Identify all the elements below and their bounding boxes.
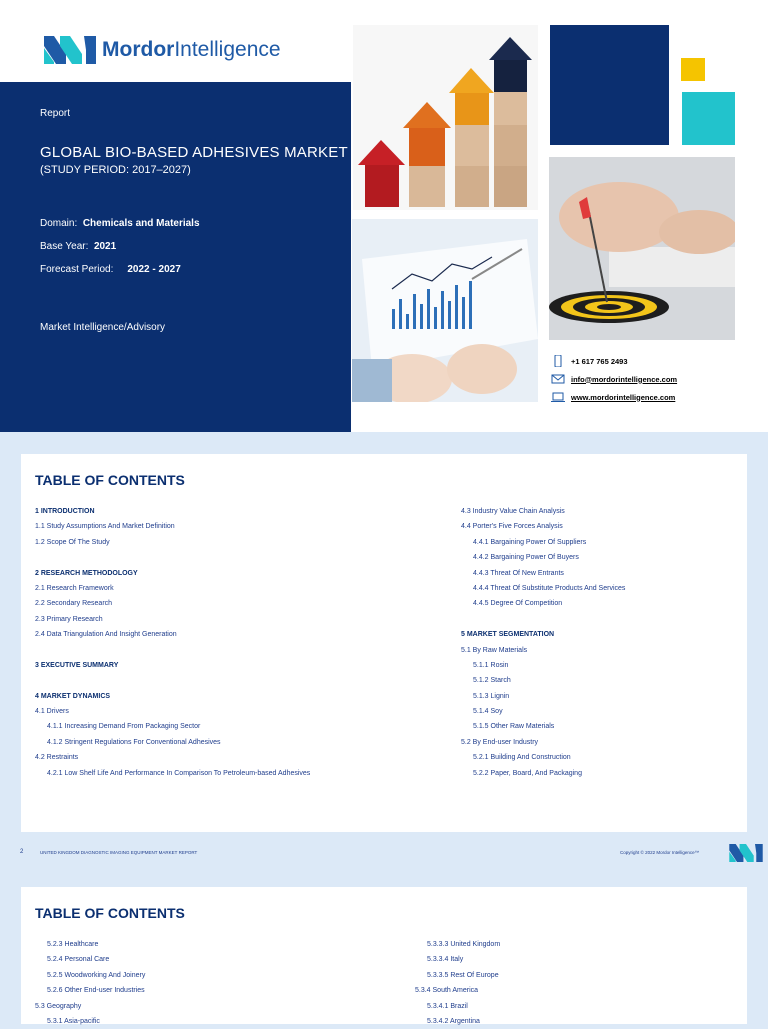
toc-spacer <box>35 673 310 688</box>
toc-entry[interactable]: 4.3 Industry Value Chain Analysis <box>461 508 565 515</box>
toc-entry[interactable]: 5.2.4 Personal Care <box>47 956 110 964</box>
toc-page-2 <box>21 887 747 1024</box>
cover-info-panel <box>0 82 351 432</box>
toc-section-heading[interactable]: 1 INTRODUCTION <box>35 508 95 515</box>
toc-entry[interactable]: 5.2.1 Building And Construction <box>473 754 571 762</box>
toc-entry[interactable]: 4.4.3 Threat Of New Entrants <box>473 569 564 577</box>
toc-entry[interactable]: 2.1 Research Framework <box>35 584 114 592</box>
website-row[interactable] <box>551 388 677 406</box>
toc-entry[interactable]: 5.1 By Raw Materials <box>461 646 528 654</box>
footer-logo-icon <box>729 844 763 862</box>
email-link[interactable]: info@mordorintelligence.com <box>571 374 678 384</box>
toc-section-heading[interactable]: 5 MARKET SEGMENTATION <box>461 631 555 639</box>
report-title: GLOBAL BIO-BASED ADHESIVES MARKET <box>40 144 348 161</box>
toc-entry[interactable]: 5.3.1 Asia-pacific <box>47 1017 100 1025</box>
base-year-line: Base Year: 2021 <box>40 241 117 252</box>
mordor-logo-icon <box>44 36 96 64</box>
decor-teal-square <box>682 92 735 145</box>
laptop-icon <box>551 391 565 403</box>
toc-entry[interactable]: 5.2.6 Other End-user Industries <box>47 987 145 995</box>
phone-number: +1 617 765 2493 <box>571 356 628 366</box>
mail-icon <box>551 373 565 385</box>
toc-entry[interactable]: 4.4.2 Bargaining Power Of Buyers <box>473 554 579 562</box>
toc-entry[interactable]: 4.4.1 Bargaining Power Of Suppliers <box>473 538 587 546</box>
page-footer <box>0 838 768 868</box>
toc-heading: TABLE OF CONTENTS <box>35 905 185 921</box>
toc-entry[interactable]: 5.2.3 Healthcare <box>47 941 99 948</box>
toc-entry[interactable]: 2.4 Data Triangulation And Insight Generation <box>35 631 177 639</box>
toc-entry[interactable]: 5.2 By End-user Industry <box>461 738 539 746</box>
toc-section-heading[interactable]: 4 MARKET DYNAMICS <box>35 692 111 700</box>
toc-section-heading[interactable]: 2 RESEARCH METHODOLOGY <box>35 569 138 577</box>
toc-entry[interactable]: 1.2 Scope Of The Study <box>35 538 110 546</box>
toc-right-column <box>461 504 625 781</box>
toc-entry[interactable]: 5.3.3.3 United Kingdom <box>427 941 501 948</box>
decor-yellow-square <box>681 58 705 81</box>
forecast-line: Forecast Period: 2022 - 2027 <box>40 264 181 275</box>
toc-entry[interactable]: 4.4 Porter's Five Forces Analysis <box>461 523 563 531</box>
phone-icon <box>551 355 565 367</box>
toc-entry[interactable]: 5.1.2 Starch <box>473 677 511 685</box>
brand-logo[interactable] <box>44 36 281 64</box>
domain-line: Domain: Chemicals and Materials <box>40 218 200 229</box>
growth-houses-image <box>353 25 538 210</box>
contact-block <box>551 352 677 406</box>
toc-entry[interactable]: 5.3.3.4 Italy <box>427 956 464 964</box>
business-chart-photo <box>352 219 538 402</box>
toc-left-column <box>35 504 310 781</box>
advisory-label: Market Intelligence/Advisory <box>40 322 166 333</box>
study-period: (STUDY PERIOD: 2017–2027) <box>40 164 191 176</box>
toc-entry[interactable]: 1.1 Study Assumptions And Market Definition <box>35 523 175 531</box>
toc-entry[interactable]: 5.2.5 Woodworking And Joinery <box>47 971 146 979</box>
toc-entry[interactable]: 4.4.5 Degree Of Competition <box>473 600 563 608</box>
toc-entry[interactable]: 2.2 Secondary Research <box>35 600 113 608</box>
toc-entry[interactable]: 4.2.1 Low Shelf Life And Performance In Comparison To Petroleum-based Adhesives <box>47 769 311 777</box>
phone-row[interactable] <box>551 352 677 370</box>
toc-entry[interactable]: 5.1.4 Soy <box>473 708 503 716</box>
footer-copyright: Copyright © 2022 Mordor Intelligence™ <box>620 850 700 855</box>
toc-entry[interactable]: 4.1.1 Increasing Demand From Packaging Sector <box>47 723 201 731</box>
toc-entry[interactable]: 5.1.5 Other Raw Materials <box>473 723 555 731</box>
target-dart-photo <box>549 157 735 340</box>
decor-navy-square <box>550 25 669 145</box>
toc-entry[interactable]: 2.3 Primary Research <box>35 615 103 623</box>
toc-entry[interactable]: 5.3.4.1 Brazil <box>427 1002 468 1010</box>
toc-spacer <box>35 550 310 565</box>
toc-entry[interactable]: 5.1.3 Lignin <box>473 692 510 700</box>
toc-left-column <box>35 937 145 1029</box>
email-row[interactable] <box>551 370 677 388</box>
page-number: 2 <box>20 849 24 855</box>
brand-name: MordorIntelligence <box>102 38 281 61</box>
website-link[interactable]: www.mordorintelligence.com <box>571 392 676 402</box>
toc-right-column <box>415 937 500 1029</box>
toc-heading: TABLE OF CONTENTS <box>35 472 185 488</box>
footer-title: UNITED KINGDOM DIAGNOSTIC IMAGING EQUIPMENT MARKET REPORT <box>40 850 198 855</box>
toc-entry[interactable]: 5.3 Geography <box>35 1002 82 1010</box>
toc-spacer <box>461 612 625 627</box>
report-label: Report <box>40 108 71 119</box>
toc-entry[interactable]: 5.3.3.5 Rest Of Europe <box>427 971 499 979</box>
cover-page <box>0 0 768 432</box>
toc-page-1 <box>21 454 747 832</box>
toc-section-heading[interactable]: 3 EXECUTIVE SUMMARY <box>35 661 119 669</box>
toc-entry[interactable]: 5.2.2 Paper, Board, And Packaging <box>473 769 582 777</box>
toc-entry[interactable]: 4.1.2 Stringent Regulations For Conventional Adhesives <box>47 738 221 746</box>
toc-entry[interactable]: 4.4.4 Threat Of Substitute Products And Services <box>473 584 626 592</box>
toc-spacer <box>35 643 310 658</box>
toc-entry[interactable]: 5.3.4 South America <box>415 987 479 995</box>
toc-entry[interactable]: 4.2 Restraints <box>35 754 79 762</box>
toc-entry[interactable]: 5.3.4.2 Argentina <box>427 1017 480 1025</box>
toc-entry[interactable]: 4.1 Drivers <box>35 708 69 716</box>
toc-entry[interactable]: 5.1.1 Rosin <box>473 661 509 669</box>
